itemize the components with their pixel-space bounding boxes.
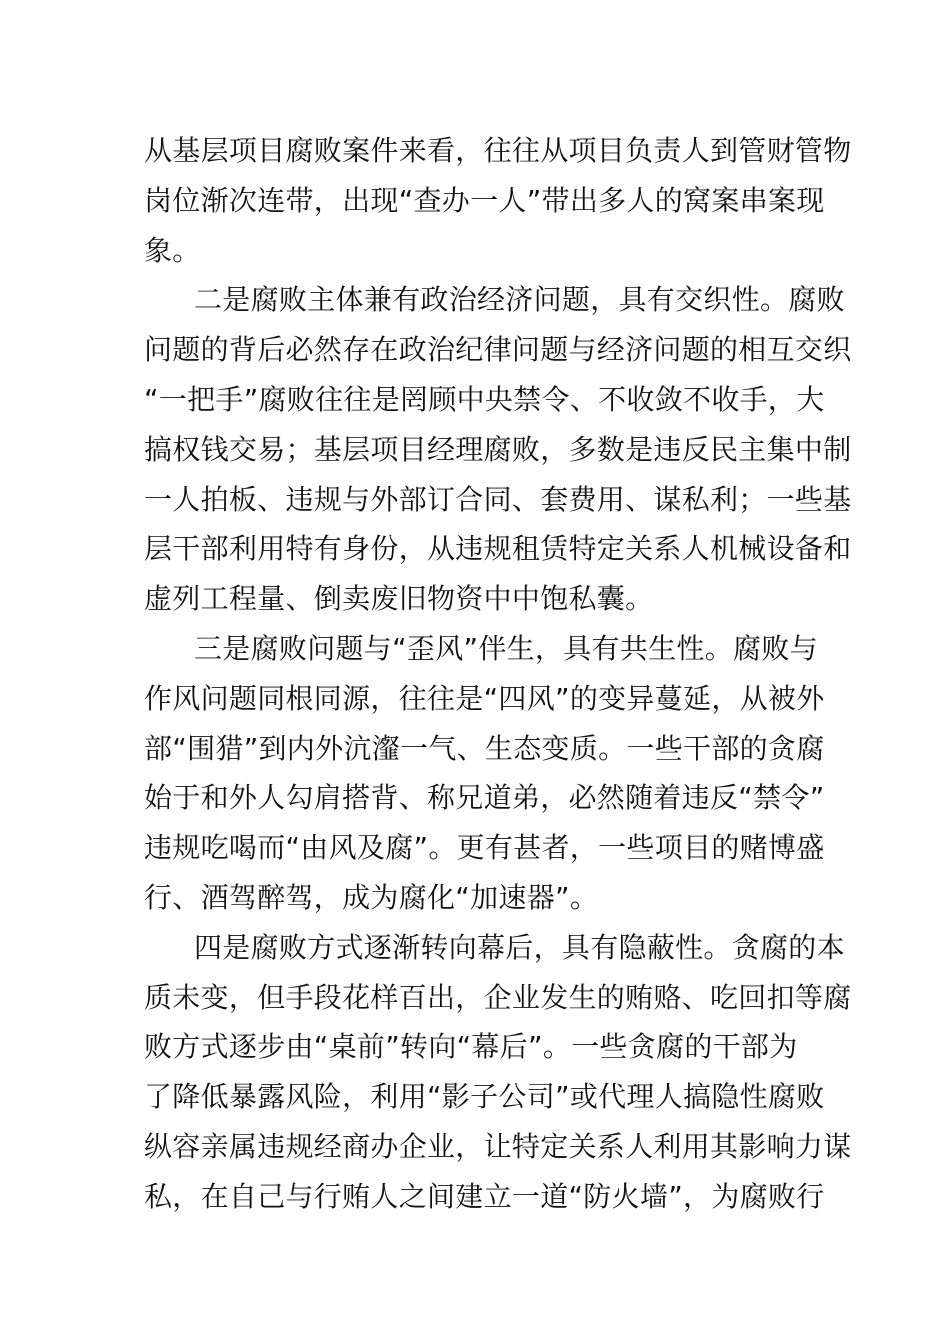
paragraph-start-line: 四是腐败方式逐渐转向幕后，具有隐蔽性。贪腐的本 — [194, 930, 845, 964]
text-line: 违规吃喝而“由风及腐”。更有甚者，一些项目的赌博盛 — [144, 831, 825, 865]
text-line: 搞权钱交易；基层项目经理腐败，多数是违反民主集中制 — [144, 432, 852, 466]
text-line: 虚列工程量、倒卖废旧物资中中饱私囊。 — [144, 582, 654, 616]
text-line: 一人拍板、违规与外部订合同、套费用、谋私利；一些基 — [144, 482, 852, 516]
body-text — [144, 126, 852, 1222]
text-line: 象。 — [144, 233, 201, 267]
text-line: 从基层项目腐败案件来看，往往从项目负责人到管财管物 — [144, 134, 852, 167]
text-line: 始于和外人勾肩搭背、称兄道弟，必然随着违反“禁令” — [144, 781, 825, 815]
text-line: 质未变，但手段花样百出，企业发生的贿赂、吃回扣等腐 — [144, 980, 852, 1014]
text-line: 私，在自己与行贿人之间建立一道“防火墙”，为腐败行 — [144, 1179, 825, 1213]
text-line: 了降低暴露风险，利用“影子公司”或代理人搞隐性腐败 — [144, 1080, 825, 1114]
text-line: 岗位渐次连带，出现“查办一人”带出多人的窝案串案现 — [144, 183, 825, 217]
text-line: 纵容亲属违规经商办企业，让特定关系人利用其影响力谋 — [144, 1129, 852, 1163]
text-line: 层干部利用特有身份，从违规租赁特定关系人机械设备和 — [144, 532, 852, 566]
paragraph-start-line: 三是腐败问题与“歪风”伴生，具有共生性。腐败与 — [194, 631, 818, 665]
text-line: 行、酒驾醉驾，成为腐化“加速器”。 — [144, 880, 599, 914]
text-line: 作风问题同根同源，往往是“四风”的变异蔓延，从被外 — [144, 681, 825, 715]
text-line: 问题的背后必然存在政治纪律问题与经济问题的相互交织 — [144, 333, 852, 367]
paragraph-start-line: 二是腐败主体兼有政治经济问题，具有交织性。腐败 — [194, 283, 845, 317]
text-line: 部“围猎”到内外沆瀣一气、生态变质。一些干部的贪腐 — [144, 731, 825, 765]
text-line: 败方式逐步由“桌前”转向“幕后”。一些贪腐的干部为 — [144, 1030, 798, 1064]
text-line: “一把手”腐败往往是罔顾中央禁令、不收敛不收手，大 — [144, 382, 825, 416]
